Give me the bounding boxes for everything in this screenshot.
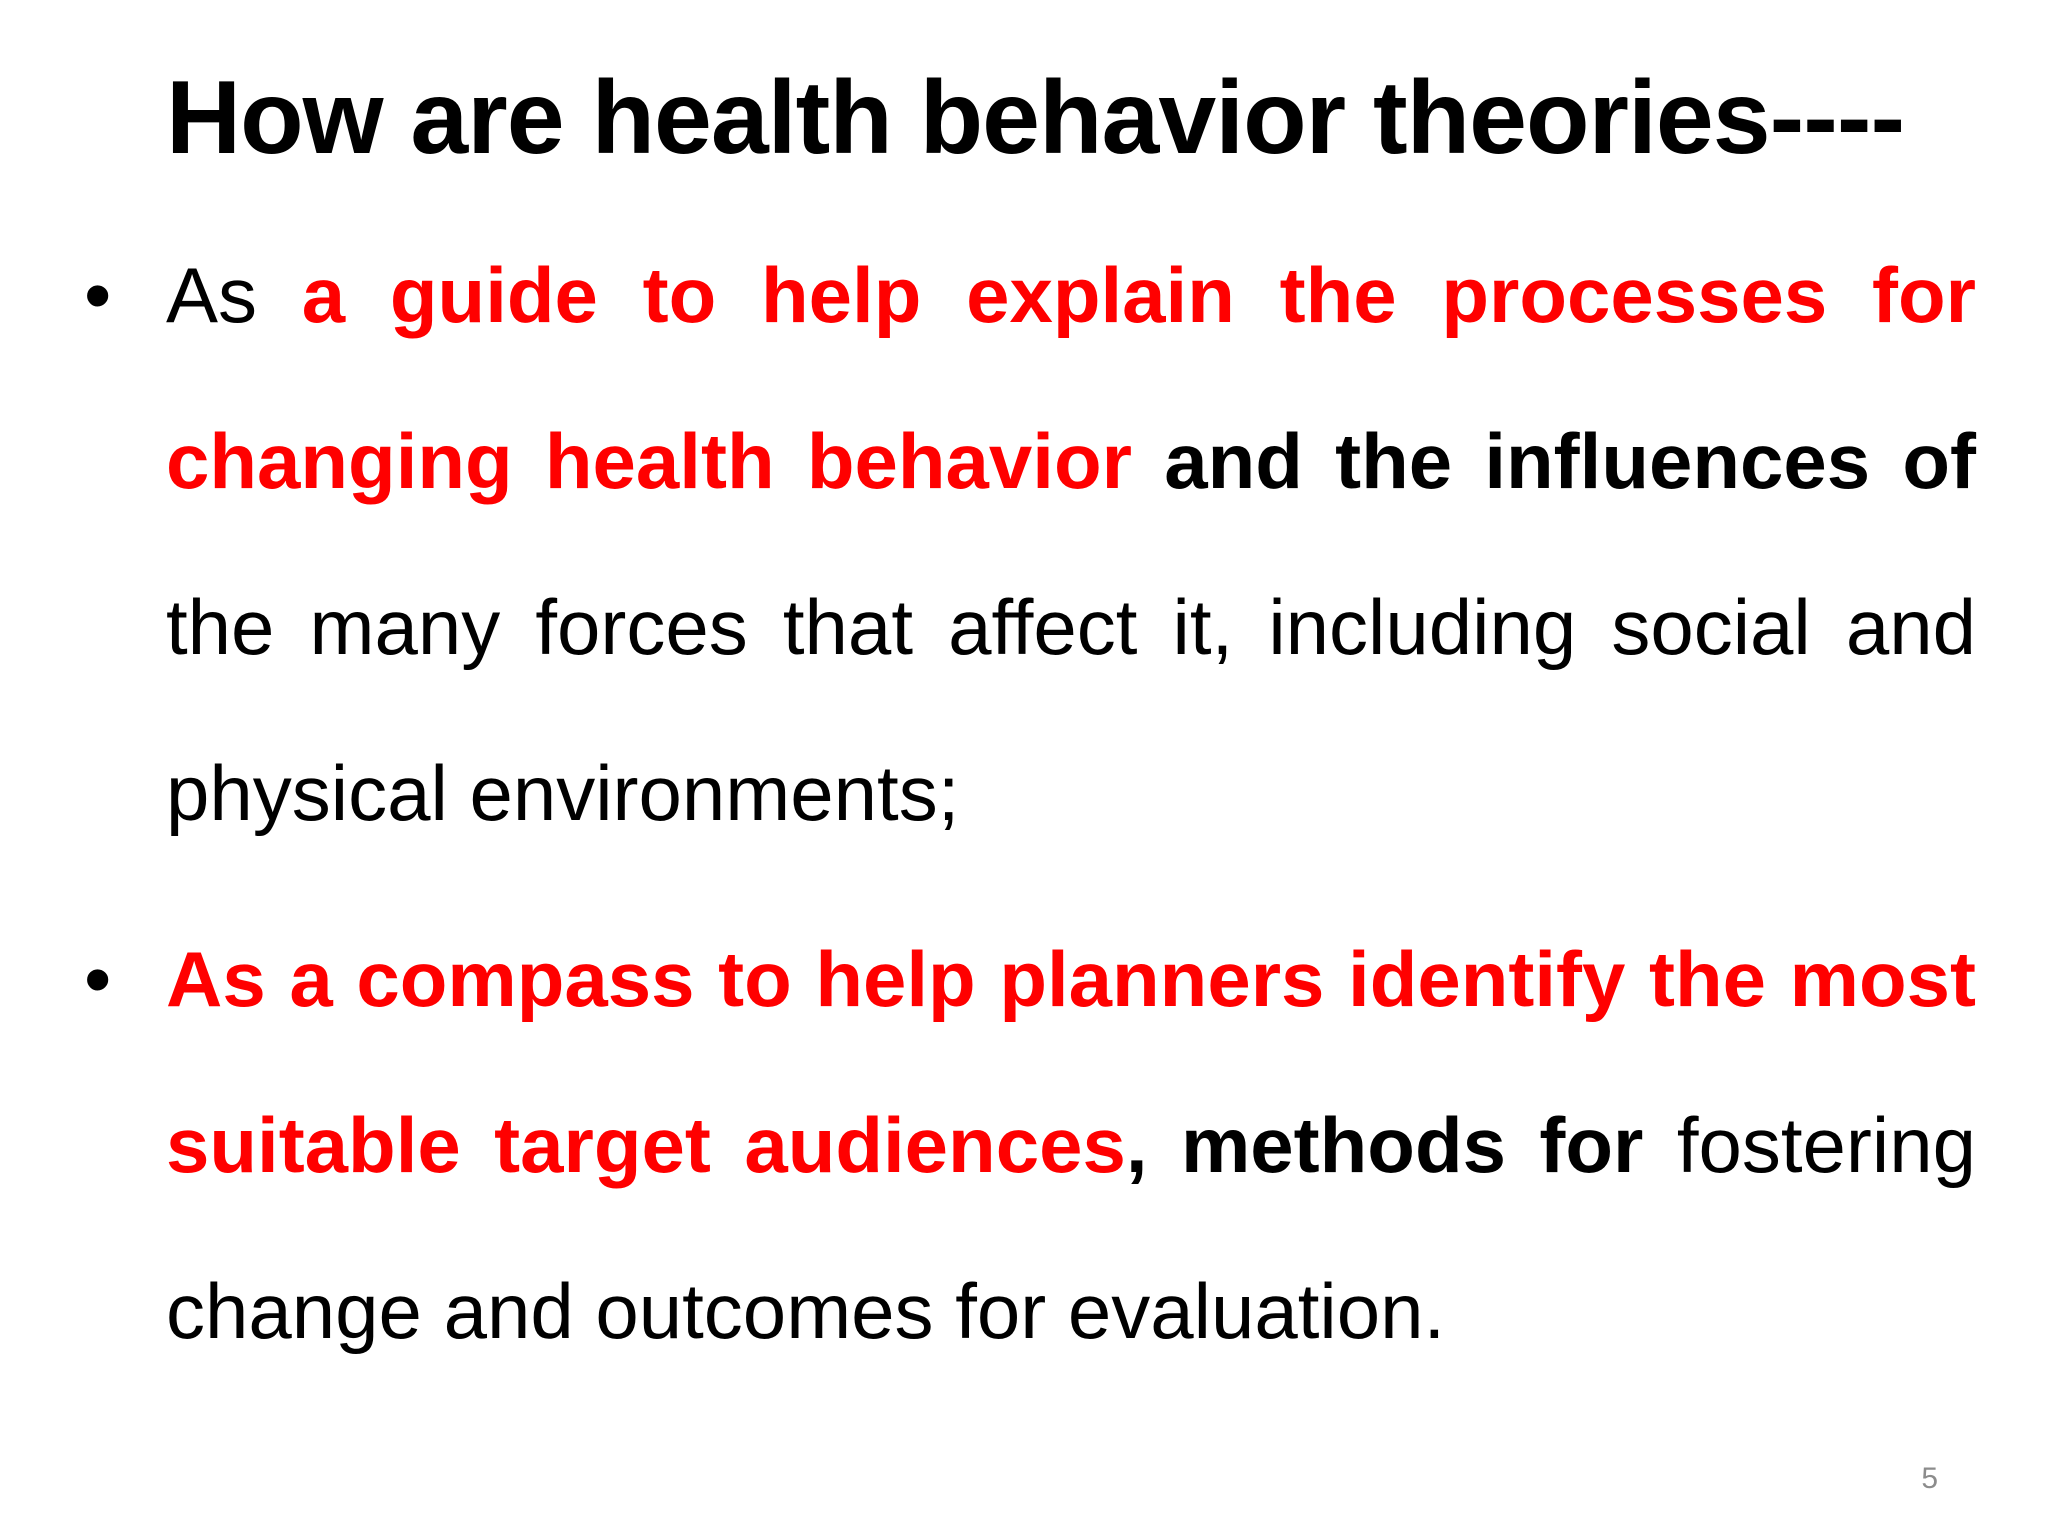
bullet-1-intro: As xyxy=(166,251,302,339)
bullet-1-emphasis: a guide to help explain the processes for changing health behavior xyxy=(166,251,1976,505)
bullet-2-bold-text: , methods for xyxy=(1125,1101,1644,1189)
bullet-item-1 xyxy=(84,212,1976,876)
slide-title: How are health behavior theories---- xyxy=(166,60,1905,176)
bullet-1-bold-text: and the influences of xyxy=(1131,417,1976,505)
bullet-point-icon: • xyxy=(84,935,112,1023)
page-number: 5 xyxy=(1921,1462,1938,1495)
bullet-point-icon: • xyxy=(84,251,112,339)
bullet-item-2 xyxy=(84,896,1976,1394)
bullet-2-plain-text: fostering change and outcomes for evaluation. xyxy=(166,1101,1976,1355)
bullet-1-plain-text: the many forces that affect it, including social and physical environments; xyxy=(166,583,1976,837)
bullet-2-emphasis: As a compass to help planners identify the most suitable target audiences xyxy=(166,935,1976,1189)
